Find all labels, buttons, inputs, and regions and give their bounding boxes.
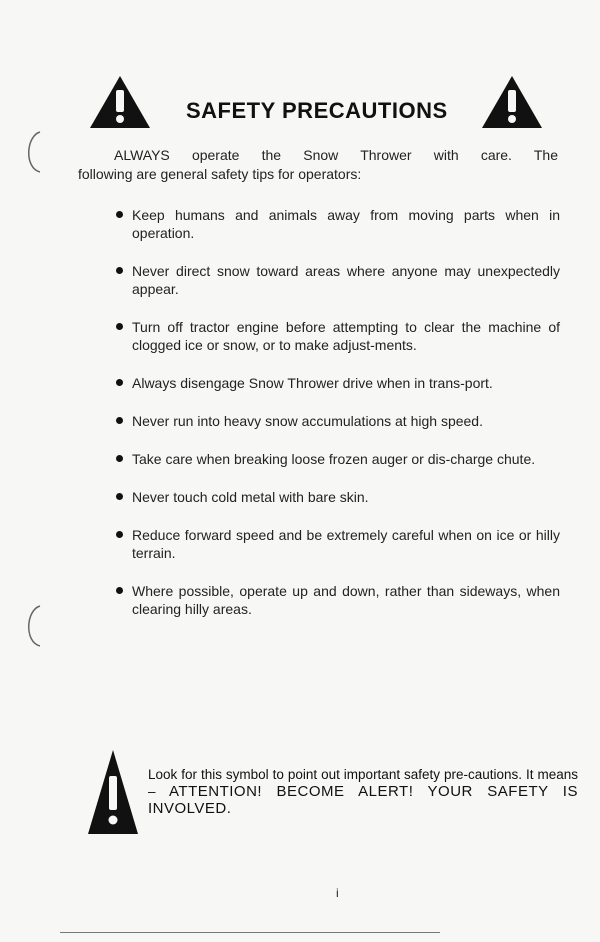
bullet-icon	[116, 267, 123, 274]
tip-text: Keep humans and animals away from moving parts when in operation.	[132, 207, 560, 241]
list-item	[108, 262, 560, 298]
warning-triangle-icon	[86, 748, 140, 836]
binder-hole-top	[18, 130, 48, 174]
warning-triangle-icon	[88, 74, 152, 130]
warning-triangle-icon	[480, 74, 544, 130]
page-title: SAFETY PRECAUTIONS	[186, 98, 448, 123]
list-item	[108, 488, 560, 506]
bullet-icon	[116, 587, 123, 594]
binder-hole-bottom	[18, 604, 48, 648]
bullet-icon	[116, 211, 123, 218]
page-number: i	[336, 886, 339, 900]
bullet-icon	[116, 323, 123, 330]
bullet-icon	[116, 493, 123, 500]
intro-line-2: following are general safety tips for operators:	[78, 166, 362, 182]
list-item	[108, 582, 560, 618]
list-item	[108, 450, 560, 468]
tip-text: Always disengage Snow Thrower drive when in trans-port.	[132, 375, 493, 391]
bullet-icon	[116, 531, 123, 538]
bullet-icon	[116, 417, 123, 424]
intro-paragraph	[78, 146, 558, 184]
tip-text: Reduce forward speed and be extremely careful when on ice or hilly terrain.	[132, 527, 560, 561]
list-item	[108, 206, 560, 242]
symbol-explanation-emphasis: ATTENTION! BECOME ALERT! YOUR SAFETY IS INVOLVED.	[148, 783, 578, 817]
tip-text: Where possible, operate up and down, rather than sideways, when clearing hilly areas.	[132, 583, 560, 617]
symbol-explanation-lead: Look for this symbol to point out important safety pre-cautions. It means –	[148, 767, 578, 799]
tip-text: Never run into heavy snow accumulations at high speed.	[132, 413, 483, 429]
tip-text: Never direct snow toward areas where anyone may unexpectedly appear.	[132, 263, 560, 297]
list-item	[108, 374, 560, 392]
safety-tips-list	[108, 200, 560, 618]
bottom-rule	[60, 932, 440, 933]
list-item	[108, 412, 560, 430]
symbol-explanation	[86, 748, 578, 844]
intro-line-1: ALWAYS operate the Snow Thrower with care. The	[114, 147, 558, 163]
list-item	[108, 318, 560, 354]
bullet-icon	[116, 379, 123, 386]
list-item	[108, 526, 560, 562]
title-row	[88, 72, 548, 134]
tip-text: Take care when breaking loose frozen auger or dis-charge chute.	[132, 451, 536, 467]
tip-text: Turn off tractor engine before attempting to clear the machine of clogged ice or snow, or to make adjust-ments.	[132, 319, 560, 353]
tip-text: Never touch cold metal with bare skin.	[132, 489, 369, 505]
bullet-icon	[116, 455, 123, 462]
symbol-explanation-text	[148, 766, 578, 817]
